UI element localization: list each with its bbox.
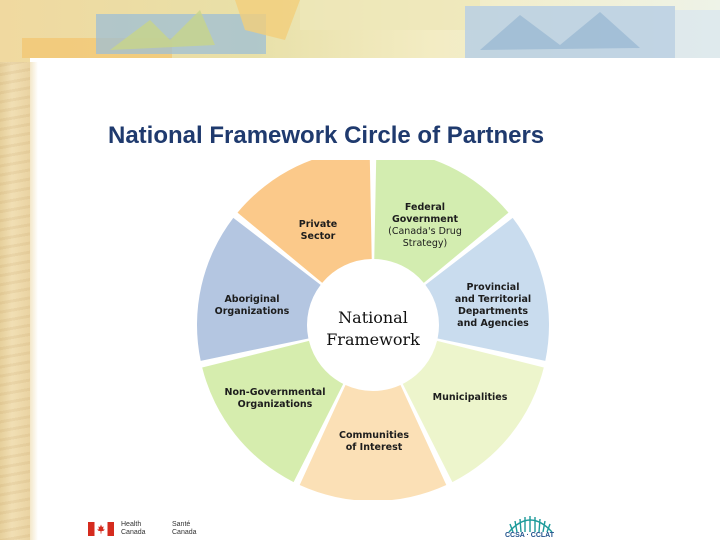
canada-flag-icon [88, 522, 114, 536]
center-label: National Framework [326, 308, 420, 349]
decorative-banner [0, 0, 720, 62]
banner-artwork [0, 0, 720, 62]
segment-label-federal-government: Federal Government (Canada's Drug Strategy) [388, 202, 462, 249]
parchment-border [0, 0, 30, 540]
ccsa-cclat-label: CCSA · CCLAT [505, 532, 554, 539]
segment-label-municipalities: Municipalities [432, 392, 508, 403]
health-canada-label: Health Canada [121, 521, 146, 536]
circle-of-partners-diagram [190, 160, 560, 500]
sante-canada-label: Santé Canada [172, 521, 197, 536]
segment-label-aboriginal: Aboriginal Organizations [214, 294, 290, 317]
footer [88, 518, 720, 540]
slide-edge [30, 62, 38, 540]
segment-label-communities-of-interest: Communities of Interest [339, 430, 409, 453]
slide-title: National Framework Circle of Partners [108, 122, 545, 149]
segment-label-private-sector: Private Sector [298, 219, 338, 242]
segment-label-provincial-territorial: Provincial and Territorial Departments and Agencies [454, 282, 532, 329]
segment-label-non-governmental: Non-Governmental Organizations [224, 387, 326, 410]
